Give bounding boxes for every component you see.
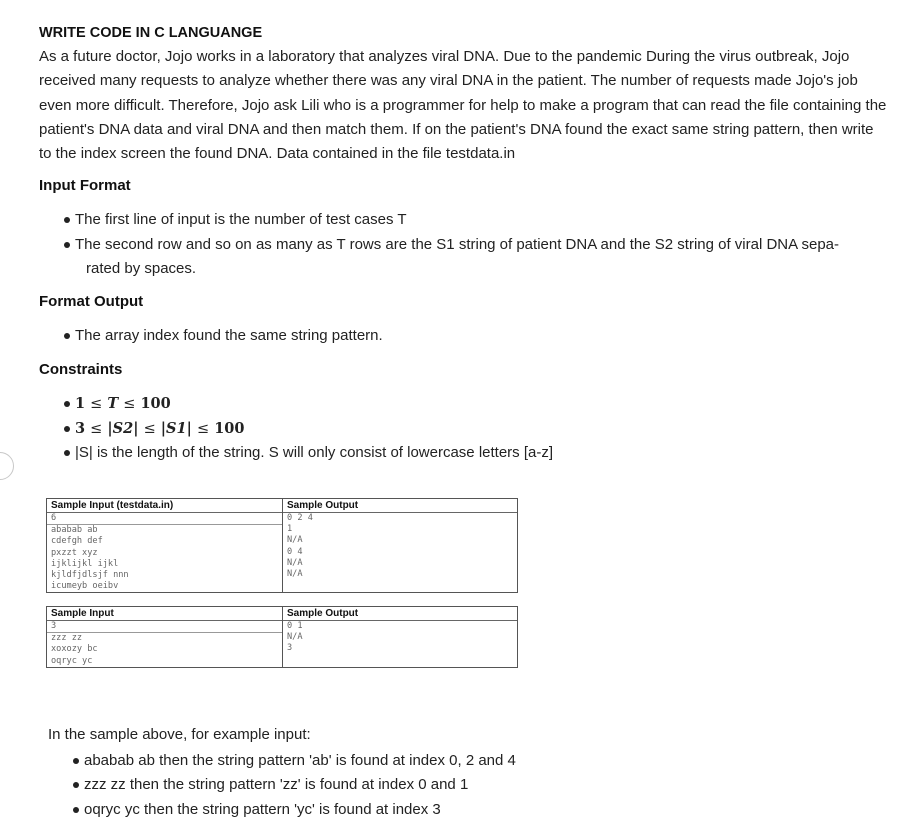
list-item: ababab ab then the string pattern 'ab' is found at index 0, 2 and 4 (48, 749, 848, 774)
sample-output-line: 3 (287, 643, 293, 654)
sample-output-header: Sample Output (283, 499, 517, 513)
problem-statement (39, 22, 889, 466)
input-format-list (39, 208, 889, 282)
sample-input-line: ijklijkl ijkl (51, 558, 119, 569)
sample-output-line: 1 (287, 524, 293, 535)
sample-input-line: ababab ab (51, 525, 98, 536)
constraint-length-definition: |S| is the length of the string. S will only consist of lowercase letters [a-z] (39, 441, 889, 466)
sample-output-column (283, 499, 517, 592)
list-item: oqryc yc then the string pattern 'yc' is found at index 3 (48, 798, 848, 823)
sample-table-2 (46, 606, 518, 668)
sample-input-line: icumeyb oeibv (51, 581, 119, 592)
list-item: zzz zz then the string pattern 'zz' is found at index 0 and 1 (48, 773, 848, 798)
sample-input-line: zzz zz (51, 633, 83, 644)
sample-input-line: oqryc yc (51, 655, 93, 666)
sample-input-column (47, 607, 283, 667)
problem-description: As a future doctor, Jojo works in a laboratory that analyzes viral DNA. Due to the pandemic During the virus outbreak, Jojo received many requests to analyze whether there was any viral DNA in the patient. The number of requests made Jojo's job even more difficult. Therefore, Jojo ask Lili who is a programmer for help to make a program that can read the file containing the patient's DNA data and viral DNA and then match them. If on the patient's DNA found the exact same string pattern, then write to the index screen the found DNA. Data contained in the file testdata.in (39, 48, 887, 163)
list-item: The second row and so on as many as T rows are the S1 string of patient DNA and the S2 string of viral DNA sepa- rated by spaces. (39, 233, 889, 282)
sample-explanation (48, 723, 848, 822)
sample-output-line: N/A (287, 632, 303, 643)
sample-input-line: pxzzt xyz (51, 547, 98, 558)
sample-input-line: cdefgh def (51, 536, 103, 547)
page-title: WRITE CODE IN C LANGUANGE (39, 25, 263, 41)
output-format-list (39, 324, 889, 349)
output-format-heading: Format Output (39, 292, 144, 310)
constraint-t-range: 1 ≤ T ≤ 100 (39, 392, 889, 417)
list-item: The array index found the same string pattern. (39, 324, 889, 349)
sample-table-1 (46, 498, 518, 593)
input-format-heading: Input Format (39, 177, 131, 195)
sample-input-column (47, 499, 283, 592)
constraint-length-range: 3 ≤ |S2| ≤ |S1| ≤ 100 (39, 417, 889, 442)
list-item: The first line of input is the number of test cases T (39, 208, 889, 233)
sample-output-line: 0 2 4 (287, 513, 313, 523)
sample-input-line: kjldfjdlsjf nnn (51, 569, 129, 580)
explanation-list (48, 749, 848, 823)
constraints-list (39, 392, 889, 466)
sample-output-line: 0 1 (287, 621, 303, 631)
sample-output-header: Sample Output (283, 607, 517, 621)
sample-input-header: Sample Input (47, 607, 282, 621)
sample-input-count: 3 (47, 621, 282, 633)
sample-output-line: N/A (287, 535, 303, 546)
side-panel-toggle[interactable] (0, 452, 14, 480)
constraints-heading: Constraints (39, 361, 123, 379)
sample-input-header: Sample Input (testdata.in) (47, 499, 282, 513)
sample-output-column (283, 607, 517, 667)
sample-output-line: 0 4 (287, 546, 303, 557)
sample-input-line: xoxozy bc (51, 644, 98, 655)
explanation-intro: In the sample above, for example input: (48, 726, 311, 743)
sample-output-line: N/A (287, 568, 303, 579)
sample-input-count: 6 (47, 513, 282, 525)
sample-output-line: N/A (287, 557, 303, 568)
